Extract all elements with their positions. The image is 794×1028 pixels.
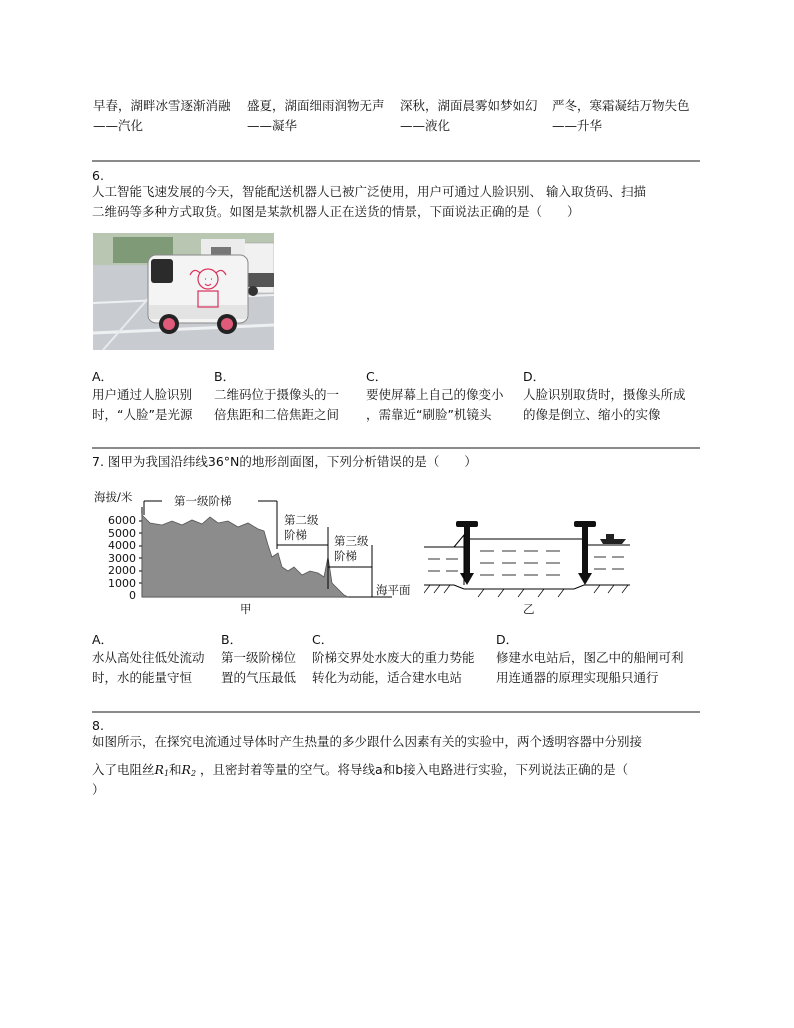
q8-stem-line2 — [92, 760, 628, 784]
q7-option-a-line2: 时，水的能量守恒 — [92, 670, 193, 685]
q8-number: 8. — [92, 718, 104, 733]
divider-1 — [92, 160, 700, 162]
ship-lock-svg — [424, 515, 634, 601]
r2-subscript: 2 — [190, 769, 197, 778]
ship-lock-figure — [424, 515, 634, 617]
figure-b-caption: 乙 — [523, 602, 535, 616]
step3-label-line2: 阶梯 — [334, 549, 357, 563]
q5-option-4-text: 严冬，寒霜凝结万物失色 — [552, 98, 690, 113]
step1-label: 第一级阶梯 — [174, 494, 232, 508]
q6-option-c-line2: ，需靠近“刷脸”机镜头 — [366, 407, 492, 422]
q6-option-d — [523, 367, 686, 425]
q8-stem-line2-part-b: 和 — [169, 762, 182, 777]
q8-stem-line3: ） — [92, 782, 105, 797]
terrain-profile-figure — [92, 487, 422, 617]
divider-3 — [92, 711, 700, 713]
q7-option-a-line1: 水从高处往低处流动 — [92, 650, 205, 665]
tick-5000: 5000 — [108, 526, 136, 540]
r1-subscript: 1 — [163, 769, 170, 778]
q6-option-b — [214, 367, 339, 425]
q6-option-a — [92, 367, 192, 425]
q5-option-1-answer: ——汽化 — [93, 118, 144, 133]
q5-option-2-answer: ——凝华 — [247, 118, 298, 133]
step3-label-line1: 第三级 — [334, 534, 369, 548]
q6-option-b-letter: B． — [214, 369, 236, 384]
tick-6000: 6000 — [108, 514, 136, 527]
step2-label — [284, 513, 319, 543]
q7-option-d — [496, 630, 684, 688]
q8-stem-line2-part-c: ，且密封着等量的空气。将导线a和b接入电路进行实验，下列说法正确的是（ — [200, 762, 629, 777]
terrain-y-axis-label: 海拔/米 — [94, 490, 133, 504]
q7-option-b — [221, 630, 296, 688]
sea-level-label: 海平面 — [376, 583, 411, 597]
tick-1000: 1000 — [108, 576, 136, 590]
step2-label-line2: 阶梯 — [284, 528, 307, 542]
q6-option-a-line2: 时，“人脸”是光源 — [92, 407, 193, 422]
q6-option-b-line1: 二维码位于摄像头的一 — [214, 387, 340, 402]
q6-option-a-line1: 用户通过人脸识别 — [92, 387, 193, 402]
q5-option-1-text: 早春，湖畔冰雪逐渐消融 — [93, 98, 231, 113]
step3-label — [334, 534, 369, 564]
q6-number: 6. — [92, 168, 104, 183]
q7-option-b-line2: 置的气压最低 — [221, 670, 297, 685]
divider-2 — [92, 447, 700, 449]
q6-option-c — [366, 367, 504, 425]
terrain-profile-svg — [92, 487, 422, 617]
q6-stem-line2: 二维码等多种方式取货。如图是某款机器人正在送货的情景，下面说法正确的是（ ） — [92, 204, 580, 219]
q7-option-c-line1: 阶梯交界处水废大的重力势能 — [312, 650, 475, 665]
tick-2000: 2000 — [108, 564, 136, 577]
q6-option-c-letter: C． — [366, 369, 388, 384]
tick-4000: 4000 — [108, 539, 136, 552]
figure-a-caption: 甲 — [240, 602, 252, 616]
q7-option-b-letter: B． — [221, 632, 243, 647]
q6-option-b-line2: 倍焦距和二倍焦距之间 — [214, 407, 340, 422]
q7-option-a-letter: A． — [92, 632, 114, 647]
r2-symbol — [182, 762, 197, 777]
r1-symbol — [155, 762, 170, 777]
r1-letter: R — [154, 762, 164, 777]
q8-stem-line1: 如图所示，在探究电流通过导体时产生热量的多少跟什么因素有关的实验中，两个透明容器中分别接 — [92, 734, 643, 749]
q7-option-d-letter: D． — [496, 632, 519, 647]
q5-option-2-text: 盛夏，湖面细雨润物无声 — [247, 98, 385, 113]
step2-label-line1: 第二级 — [284, 513, 319, 527]
tick-3000: 3000 — [108, 551, 136, 565]
tick-0: 0 — [129, 589, 136, 602]
q5-option-3-text: 深秋，湖面晨雾如梦如幻 — [400, 98, 538, 113]
delivery-robot-photo — [93, 233, 274, 350]
q7-option-d-line2: 用连通器的原理实现船只通行 — [496, 670, 659, 685]
q6-option-c-line1: 要使屏幕上自己的像变小 — [366, 387, 504, 402]
q5-option-2 — [247, 96, 385, 136]
delivery-robot-illustration — [93, 233, 274, 350]
q6-stem-line1: 人工智能飞速发展的今天，智能配送机器人已被广泛使用，用户可通过人脸识别、 输入取货码、扫描 — [92, 184, 646, 199]
q7-option-b-line1: 第一级阶梯位 — [221, 650, 297, 665]
q7-stem: 7. 图甲为我国沿纬线36°N的地形剖面图，下列分析错误的是（ ） — [92, 454, 477, 469]
q8-stem-line2-part-a: 入了电阻丝 — [92, 762, 155, 777]
r2-letter: R — [181, 762, 191, 777]
q6-option-d-line2: 的像是倒立、缩小的实像 — [523, 407, 661, 422]
q7-option-c — [312, 630, 475, 688]
q6-option-d-line1: 人脸识别取货时，摄像头所成 — [523, 387, 686, 402]
q6-option-d-letter: D． — [523, 369, 546, 384]
q7-option-a — [92, 630, 205, 688]
q5-option-1 — [93, 96, 231, 136]
q5-option-4 — [552, 96, 690, 136]
q5-option-4-answer: ——升华 — [552, 118, 603, 133]
q6-option-a-letter: A． — [92, 369, 114, 384]
q5-option-3 — [400, 96, 538, 136]
terrain-ticks — [100, 515, 136, 603]
q7-option-c-letter: C． — [312, 632, 334, 647]
q7-option-c-line2: 转化为动能，适合建水电站 — [312, 670, 463, 685]
q5-option-3-answer: ——液化 — [400, 118, 451, 133]
q7-option-d-line1: 修建水电站后，图乙中的船闸可利 — [496, 650, 684, 665]
